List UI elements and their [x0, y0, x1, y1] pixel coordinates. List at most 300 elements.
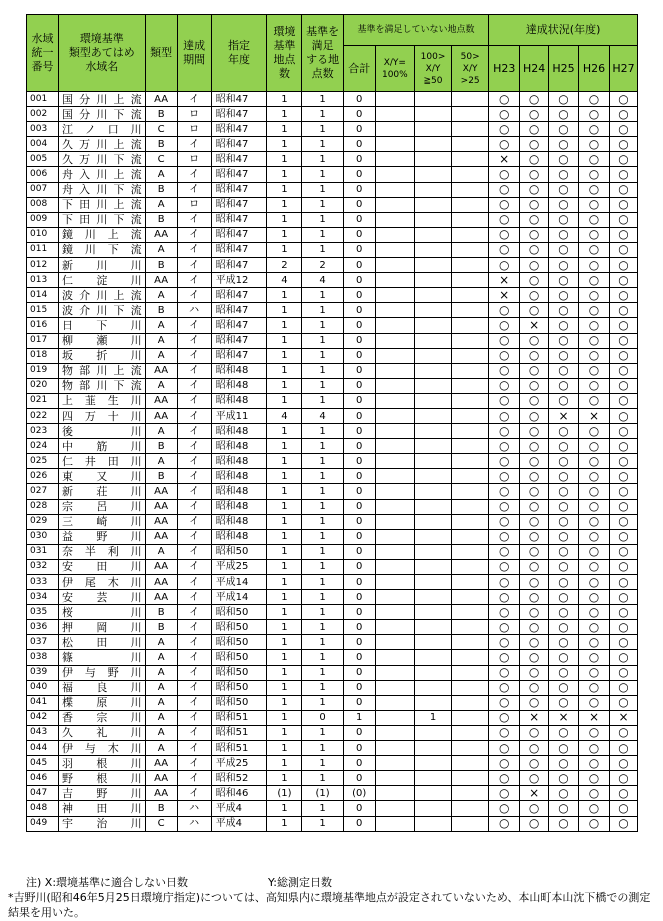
cell-water-name: 奈半利川	[58, 544, 145, 559]
cell-points: 1	[267, 439, 302, 454]
cell-xy100	[375, 454, 414, 469]
cell-period: イ	[177, 544, 211, 559]
cell-status-h23: ○	[489, 756, 520, 771]
cell-period: イ	[177, 771, 211, 786]
cell-status-h23: ○	[489, 741, 520, 756]
cell-status-h24: ○	[520, 197, 549, 212]
cell-xy50	[414, 605, 451, 620]
cell-water-name: 波介川上流	[58, 288, 145, 303]
cell-type: AA	[145, 559, 177, 574]
cell-points: 1	[267, 650, 302, 665]
table-row	[27, 92, 638, 107]
cell-status-h24: ○	[520, 454, 549, 469]
cell-xy100	[375, 242, 414, 257]
cell-xy50	[414, 725, 451, 740]
table-row	[27, 590, 638, 605]
cell-xy50	[414, 393, 451, 408]
cell-points: 1	[267, 605, 302, 620]
cell-xy25	[452, 363, 489, 378]
cell-xy100	[375, 182, 414, 197]
cell-type: A	[145, 454, 177, 469]
table-row	[27, 469, 638, 484]
cell-period: イ	[177, 559, 211, 574]
cell-xy100	[375, 559, 414, 574]
cell-points: 1	[267, 92, 302, 107]
cell-xy25	[452, 544, 489, 559]
cell-period: イ	[177, 484, 211, 499]
cell-status-h24: ○	[520, 801, 549, 816]
cell-xy50	[414, 424, 451, 439]
cell-designation-year: 昭和47	[211, 122, 267, 137]
cell-area-no: 047	[27, 786, 59, 801]
cell-water-name: 物部川下流	[58, 378, 145, 393]
cell-type: A	[145, 695, 177, 710]
water-quality-table	[26, 14, 638, 832]
cell-status-h27: ○	[609, 258, 637, 273]
cell-satisfying: 1	[302, 288, 343, 303]
cell-status-h24: ○	[520, 816, 549, 831]
cell-period: イ	[177, 258, 211, 273]
cell-status-h23: ○	[489, 424, 520, 439]
cell-satisfying: 1	[302, 816, 343, 831]
cell-xy25	[452, 499, 489, 514]
cell-water-name: 波介川下流	[58, 303, 145, 318]
cell-status-h23: ×	[489, 152, 520, 167]
cell-xy100	[375, 756, 414, 771]
cell-status-h26: ○	[579, 499, 610, 514]
cell-status-h23: ○	[489, 801, 520, 816]
cell-points: 1	[267, 665, 302, 680]
cell-status-h24: ×	[520, 318, 549, 333]
cell-period: イ	[177, 575, 211, 590]
cell-period: イ	[177, 333, 211, 348]
cell-xy25	[452, 454, 489, 469]
cell-satisfying: 1	[302, 424, 343, 439]
cell-status-h24: ○	[520, 635, 549, 650]
cell-status-h25: ○	[549, 288, 579, 303]
cell-period: イ	[177, 92, 211, 107]
cell-type: B	[145, 137, 177, 152]
cell-xy100	[375, 514, 414, 529]
cell-total: 0	[343, 152, 375, 167]
cell-xy100	[375, 408, 414, 423]
cell-status-h27: ○	[609, 650, 637, 665]
cell-status-h24: ○	[520, 484, 549, 499]
cell-status-h23: ○	[489, 182, 520, 197]
cell-points: 4	[267, 273, 302, 288]
cell-xy50	[414, 212, 451, 227]
cell-total: 0	[343, 333, 375, 348]
cell-designation-year: 昭和48	[211, 424, 267, 439]
cell-water-name: 物部川上流	[58, 363, 145, 378]
cell-points: 1	[267, 348, 302, 363]
header-year-h26: H26	[579, 46, 610, 92]
cell-period: イ	[177, 514, 211, 529]
cell-satisfying: 1	[302, 137, 343, 152]
cell-xy100	[375, 424, 414, 439]
cell-status-h23: ○	[489, 258, 520, 273]
cell-status-h26: ×	[579, 408, 610, 423]
cell-status-h24: ○	[520, 107, 549, 122]
header-not-satisfying: 基準を満足していない地点数	[343, 15, 488, 46]
cell-xy25	[452, 197, 489, 212]
cell-status-h25: ○	[549, 137, 579, 152]
cell-satisfying: 1	[302, 333, 343, 348]
cell-water-name: 篠川	[58, 650, 145, 665]
cell-xy100	[375, 575, 414, 590]
cell-type: AA	[145, 756, 177, 771]
cell-points: 1	[267, 393, 302, 408]
cell-type: A	[145, 167, 177, 182]
table-row	[27, 544, 638, 559]
cell-status-h25: ○	[549, 439, 579, 454]
cell-status-h24: ○	[520, 559, 549, 574]
cell-xy100	[375, 665, 414, 680]
cell-xy50	[414, 680, 451, 695]
cell-total: 0	[343, 227, 375, 242]
header-type: 類型	[145, 15, 177, 92]
cell-total: 0	[343, 590, 375, 605]
cell-xy100	[375, 771, 414, 786]
cell-period: イ	[177, 227, 211, 242]
cell-status-h25: ○	[549, 741, 579, 756]
cell-xy100	[375, 92, 414, 107]
cell-status-h23: ○	[489, 559, 520, 574]
table-row	[27, 801, 638, 816]
cell-period: イ	[177, 454, 211, 469]
cell-status-h24: ○	[520, 378, 549, 393]
cell-status-h27: ○	[609, 635, 637, 650]
cell-designation-year: 昭和52	[211, 771, 267, 786]
cell-status-h24: ○	[520, 152, 549, 167]
cell-satisfying: 1	[302, 197, 343, 212]
cell-status-h27: ○	[609, 167, 637, 182]
cell-xy50	[414, 695, 451, 710]
cell-xy50	[414, 197, 451, 212]
cell-xy25	[452, 258, 489, 273]
table-body	[27, 92, 638, 832]
cell-status-h26: ○	[579, 559, 610, 574]
cell-satisfying: 1	[302, 665, 343, 680]
cell-xy100	[375, 816, 414, 831]
cell-status-h27: ○	[609, 725, 637, 740]
cell-total: 0	[343, 182, 375, 197]
table-row	[27, 484, 638, 499]
cell-status-h26: ○	[579, 378, 610, 393]
cell-period: イ	[177, 288, 211, 303]
cell-designation-year: 昭和48	[211, 454, 267, 469]
cell-water-name: 伊尾木川	[58, 575, 145, 590]
cell-total: 0	[343, 514, 375, 529]
table-row	[27, 439, 638, 454]
cell-xy25	[452, 393, 489, 408]
cell-type: AA	[145, 529, 177, 544]
cell-xy50	[414, 408, 451, 423]
cell-water-name: 中筋川	[58, 439, 145, 454]
cell-water-name: 新川川	[58, 258, 145, 273]
cell-status-h26: ○	[579, 816, 610, 831]
cell-xy25	[452, 92, 489, 107]
cell-status-h24: ○	[520, 741, 549, 756]
table-row	[27, 725, 638, 740]
header-total: 合計	[343, 46, 375, 92]
cell-xy50	[414, 786, 451, 801]
cell-xy50	[414, 242, 451, 257]
cell-points: 1	[267, 318, 302, 333]
cell-satisfying: 1	[302, 801, 343, 816]
cell-status-h25: ○	[549, 605, 579, 620]
cell-total: 0	[343, 771, 375, 786]
cell-area-no: 022	[27, 408, 59, 423]
cell-satisfying: 1	[302, 725, 343, 740]
note-yoshino: *吉野川(昭和46年5月25日環境庁指定)については、高知県内に環境基準地点が設定されていないため、本山町本山沈下橋での測定結果を用いた。	[8, 891, 651, 919]
cell-xy100	[375, 499, 414, 514]
cell-xy50	[414, 514, 451, 529]
cell-points: 1	[267, 122, 302, 137]
header-achievement: 達成状況(年度)	[489, 15, 638, 46]
cell-status-h27: ○	[609, 242, 637, 257]
cell-xy50	[414, 258, 451, 273]
cell-xy100	[375, 725, 414, 740]
cell-period: ロ	[177, 197, 211, 212]
cell-area-no: 010	[27, 227, 59, 242]
cell-water-name: 伊与野川	[58, 665, 145, 680]
cell-xy25	[452, 167, 489, 182]
cell-xy50	[414, 741, 451, 756]
cell-satisfying: 1	[302, 771, 343, 786]
cell-status-h25: ○	[549, 273, 579, 288]
cell-type: AA	[145, 484, 177, 499]
cell-satisfying: 1	[302, 212, 343, 227]
cell-satisfying: (1)	[302, 786, 343, 801]
cell-status-h24: ○	[520, 227, 549, 242]
cell-designation-year: 昭和50	[211, 605, 267, 620]
cell-type: AA	[145, 590, 177, 605]
cell-satisfying: 1	[302, 318, 343, 333]
cell-xy25	[452, 212, 489, 227]
cell-water-name: 宇治川	[58, 816, 145, 831]
header-water-name: 環境基準 類型あてはめ 水域名	[58, 15, 145, 92]
cell-satisfying: 1	[302, 348, 343, 363]
cell-xy100	[375, 710, 414, 725]
cell-status-h23: ×	[489, 288, 520, 303]
cell-xy100	[375, 680, 414, 695]
cell-status-h23: ○	[489, 529, 520, 544]
cell-water-name: 福良川	[58, 680, 145, 695]
table-row	[27, 499, 638, 514]
cell-xy50	[414, 635, 451, 650]
cell-satisfying: 1	[302, 439, 343, 454]
cell-water-name: 国分川上流	[58, 92, 145, 107]
cell-area-no: 015	[27, 303, 59, 318]
cell-points: 1	[267, 575, 302, 590]
cell-status-h26: ○	[579, 439, 610, 454]
cell-status-h27: ○	[609, 288, 637, 303]
cell-xy25	[452, 771, 489, 786]
cell-designation-year: 昭和47	[211, 152, 267, 167]
cell-status-h26: ○	[579, 227, 610, 242]
table-row	[27, 122, 638, 137]
cell-satisfying: 1	[302, 107, 343, 122]
cell-xy25	[452, 378, 489, 393]
cell-water-name: 江ノ口川	[58, 122, 145, 137]
cell-satisfying: 1	[302, 242, 343, 257]
cell-status-h27: ○	[609, 544, 637, 559]
cell-period: ロ	[177, 122, 211, 137]
cell-xy100	[375, 303, 414, 318]
cell-area-no: 039	[27, 665, 59, 680]
header-area-no: 水域 統一 番号	[27, 15, 59, 92]
cell-designation-year: 平成4	[211, 801, 267, 816]
cell-total: 0	[343, 454, 375, 469]
cell-status-h25: ○	[549, 424, 579, 439]
cell-xy50	[414, 559, 451, 574]
cell-period: イ	[177, 741, 211, 756]
cell-satisfying: 1	[302, 756, 343, 771]
cell-status-h26: ○	[579, 650, 610, 665]
cell-satisfying: 1	[302, 741, 343, 756]
cell-xy25	[452, 348, 489, 363]
cell-status-h25: ○	[549, 212, 579, 227]
cell-status-h25: ○	[549, 575, 579, 590]
cell-status-h27: ○	[609, 152, 637, 167]
cell-status-h23: ○	[489, 167, 520, 182]
cell-status-h26: ○	[579, 242, 610, 257]
cell-status-h23: ○	[489, 665, 520, 680]
cell-designation-year: 昭和50	[211, 635, 267, 650]
cell-status-h26: ○	[579, 288, 610, 303]
cell-water-name: 松田川	[58, 635, 145, 650]
cell-period: イ	[177, 393, 211, 408]
cell-points: 1	[267, 499, 302, 514]
cell-total: 0	[343, 212, 375, 227]
cell-status-h26: ○	[579, 544, 610, 559]
cell-status-h27: ○	[609, 484, 637, 499]
cell-status-h24: ○	[520, 575, 549, 590]
cell-xy50	[414, 590, 451, 605]
cell-points: 1	[267, 182, 302, 197]
cell-period: イ	[177, 695, 211, 710]
cell-water-name: 下田川上流	[58, 197, 145, 212]
cell-xy25	[452, 439, 489, 454]
cell-status-h24: ○	[520, 514, 549, 529]
cell-status-h24: ○	[520, 544, 549, 559]
cell-xy25	[452, 484, 489, 499]
cell-status-h26: ○	[579, 756, 610, 771]
cell-satisfying: 0	[302, 710, 343, 725]
cell-xy50	[414, 303, 451, 318]
cell-xy25	[452, 227, 489, 242]
cell-designation-year: 平成14	[211, 590, 267, 605]
cell-status-h26: ○	[579, 333, 610, 348]
cell-area-no: 016	[27, 318, 59, 333]
table-row	[27, 605, 638, 620]
cell-status-h25: ○	[549, 182, 579, 197]
header-year-h25: H25	[549, 46, 579, 92]
note-x-definition: 注) X:環境基準に適合しない日数	[26, 876, 189, 889]
cell-status-h25: ○	[549, 695, 579, 710]
cell-status-h25: ○	[549, 469, 579, 484]
cell-status-h27: ○	[609, 363, 637, 378]
cell-status-h24: ○	[520, 439, 549, 454]
cell-type: A	[145, 242, 177, 257]
cell-status-h27: ○	[609, 348, 637, 363]
cell-status-h25: ○	[549, 786, 579, 801]
cell-status-h24: ×	[520, 786, 549, 801]
cell-status-h26: ○	[579, 635, 610, 650]
cell-xy50	[414, 499, 451, 514]
cell-type: C	[145, 152, 177, 167]
cell-area-no: 044	[27, 741, 59, 756]
cell-status-h25: ○	[549, 499, 579, 514]
cell-xy100	[375, 469, 414, 484]
cell-status-h25: ○	[549, 816, 579, 831]
cell-points: 1	[267, 590, 302, 605]
cell-status-h23: ○	[489, 92, 520, 107]
cell-satisfying: 1	[302, 152, 343, 167]
cell-status-h27: ○	[609, 454, 637, 469]
cell-status-h23: ○	[489, 695, 520, 710]
cell-status-h24: ○	[520, 469, 549, 484]
cell-xy25	[452, 182, 489, 197]
cell-points: 1	[267, 137, 302, 152]
table-row	[27, 182, 638, 197]
table-row	[27, 786, 638, 801]
cell-status-h23: ○	[489, 590, 520, 605]
cell-status-h24: ○	[520, 393, 549, 408]
cell-status-h27: ○	[609, 92, 637, 107]
cell-area-no: 001	[27, 92, 59, 107]
cell-designation-year: 昭和47	[211, 227, 267, 242]
cell-status-h25: ○	[549, 122, 579, 137]
cell-status-h26: ○	[579, 590, 610, 605]
cell-xy50	[414, 756, 451, 771]
cell-status-h25: ○	[549, 363, 579, 378]
cell-points: 1	[267, 107, 302, 122]
cell-status-h27: ○	[609, 801, 637, 816]
cell-status-h24: ○	[520, 756, 549, 771]
table-row	[27, 137, 638, 152]
cell-area-no: 036	[27, 620, 59, 635]
cell-period: イ	[177, 786, 211, 801]
cell-type: A	[145, 665, 177, 680]
table-row	[27, 393, 638, 408]
cell-status-h24: ○	[520, 680, 549, 695]
table-row	[27, 212, 638, 227]
cell-status-h27: ○	[609, 424, 637, 439]
cell-water-name: 下田川下流	[58, 212, 145, 227]
cell-status-h27: ○	[609, 273, 637, 288]
table-row	[27, 378, 638, 393]
cell-points: (1)	[267, 786, 302, 801]
cell-status-h27: ○	[609, 197, 637, 212]
cell-status-h26: ○	[579, 605, 610, 620]
cell-period: イ	[177, 212, 211, 227]
cell-status-h24: ○	[520, 695, 549, 710]
cell-period: イ	[177, 167, 211, 182]
cell-status-h23: ○	[489, 620, 520, 635]
cell-xy50	[414, 620, 451, 635]
cell-water-name: 三崎川	[58, 514, 145, 529]
cell-status-h24: ○	[520, 529, 549, 544]
cell-xy50	[414, 273, 451, 288]
cell-status-h26: ○	[579, 469, 610, 484]
cell-xy100	[375, 529, 414, 544]
cell-status-h25: ○	[549, 801, 579, 816]
cell-area-no: 046	[27, 771, 59, 786]
header-points: 環境 基準 地点 数	[267, 15, 302, 92]
cell-satisfying: 1	[302, 635, 343, 650]
